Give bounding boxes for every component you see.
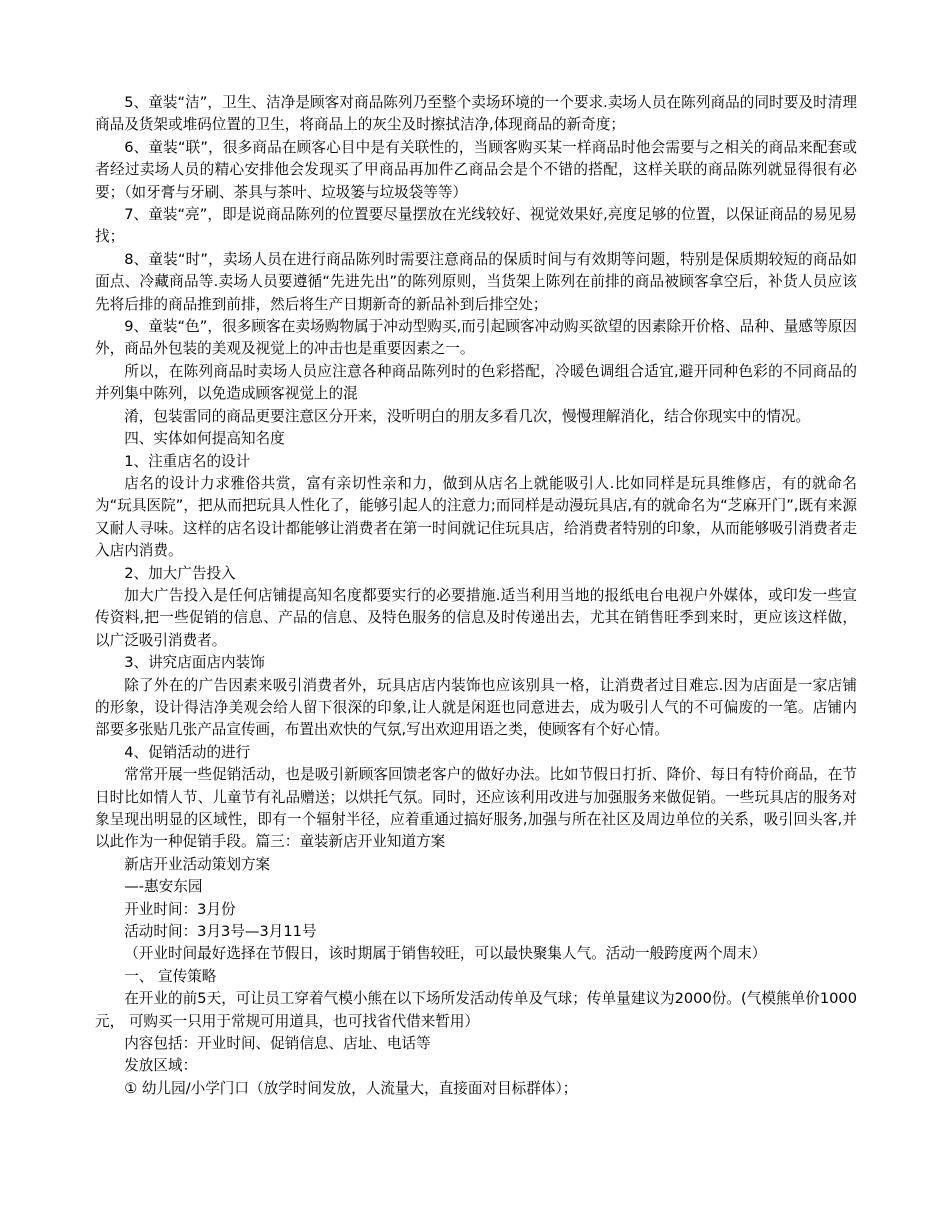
paragraph: 店名的设计力求雅俗共赏，富有亲切性亲和力，做到从店名上就能吸引人.比如同样是玩具维修店，有的就命名为“玩具医院”，把从而把玩具人性化了，能够引起人的注意力;而同样是动漫玩具店,有的就命名为“芝麻开门”,既有来源又耐人寻味。这样的店名设计都能够让消费者在第一时间就记住玩具店，给消费者特别的印象，从而能够吸引消费者走入店内消费。 bbox=[95, 474, 857, 560]
section-heading: 四、实体如何提高知名度 bbox=[124, 430, 285, 448]
paragraph: （开业时间最好选择在节假日，该时期属于销售较旺，可以最快聚集人气。活动一般跨度两个周末） bbox=[124, 945, 767, 963]
paragraph: 加大广告投入是任何店铺提高知名度都要实行的必要措施.适当利用当地的报纸电台电视户外媒体，或印发一些宣传资料,把一些促销的信息、产品的信息、及特色服务的信息及时传递出去，尤其在销售旺季到来时，更应该这样做，以广泛吸引消费者。 bbox=[95, 586, 857, 649]
paragraph: 7、童装“亮”，即是说商品陈列的位置要尽量摆放在光线较好、视觉效果好,亮度足够的位置，以保证商品的易见易找； bbox=[95, 206, 857, 246]
paragraph: 9、童装“色”，很多顾客在卖场购物属于冲动型购买,而引起顾客冲动购买欲望的因素除开价格、品种、量感等原因外，商品外包装的美观及视觉上的冲击也是重要因素之一。 bbox=[95, 318, 857, 358]
section-heading: 开业时间：3月份 bbox=[124, 900, 236, 918]
section-heading: 发放区域： bbox=[124, 1057, 198, 1075]
section-heading: 活动时间：3月3号—3月11号 bbox=[124, 923, 317, 941]
section-heading: 1、注重店名的设计 bbox=[124, 452, 251, 470]
section-heading: 内容包括：开业时间、促销信息、店址、电话等 bbox=[124, 1035, 431, 1053]
paragraph: 常常开展一些促销活动，也是吸引新顾客回馈老客户的做好办法。比如节假日打折、降价、每日有特价商品，在节日时比如情人节、儿童节有礼品赠送；以烘托气氛。同时，还应该利用改进与加强服务来做促销。一些玩具店的服务对象呈现出明显的区域性，即有一个辐射半径，应着重通过搞好服务,加强与所在社区及周边单位的关系，吸引回头客,并以此作为一种促销手段。篇三：童装新店开业知道方案 bbox=[95, 766, 857, 851]
document-body bbox=[95, 92, 857, 1100]
section-heading: 一、 宣传策略 bbox=[124, 967, 217, 985]
section-heading: 2、加大广告投入 bbox=[124, 564, 236, 582]
section-heading: —-惠安东园 bbox=[124, 878, 203, 896]
paragraph: 淆，包装雷同的商品更要注意区分开来，没听明白的朋友多看几次，慢慢理解消化，结合你现实中的情况。 bbox=[124, 407, 811, 425]
paragraph: 6、童装“联”，很多商品在顾客心目中是有关联性的，当顾客购买某一样商品时他会需要与之相关的商品来配套或者经过卖场人员的精心安排他会发现买了甲商品再加件乙商品会是个不错的搭配，这样关联的商品陈列就显得很有必要；（如牙膏与牙刷、茶具与茶叶、垃圾篓与垃圾袋等等） bbox=[95, 138, 857, 201]
paragraph: 所以，在陈列商品时卖场人员应注意各种商品陈列时的色彩搭配，冷暖色调组合适宜,避开同种色彩的不同商品的并列集中陈列，以免造成顾客视觉上的混 bbox=[95, 362, 857, 403]
paragraph: 在开业的前5天，可让员工穿着气模小熊在以下场所发活动传单及气球；传单量建议为2000份。(气模熊单价1000元， 可购买一只用于常规可用道具，也可找省代借来暂用） bbox=[95, 990, 857, 1030]
section-heading: ① 幼儿园/小学门口（放学时间发放，人流量大，直接面对目标群体）； bbox=[124, 1079, 578, 1097]
paragraph: 除了外在的广告因素来吸引消费者外，玩具店店内装饰也应该别具一格，让消费者过目难忘.因为店面是一家店铺的形象，设计得洁净美观会给人留下很深的印象,让人就是闲逛也同意进去，成为吸引人气的不可偏废的一笔。店铺内部要多张贴几张产品宣传画，布置出欢快的气氛,写出欢迎用语之类，使顾客有个好心情。 bbox=[95, 676, 857, 739]
section-heading: 新店开业活动策划方案 bbox=[124, 855, 271, 873]
paragraph: 8、童装“时”，卖场人员在进行商品陈列时需要注意商品的保质时间与有效期等问题，特别是保质期较短的商品如面点、冷藏商品等.卖场人员要遵循“先进先出”的陈列原则，当货架上陈列在前排的商品被顾客拿空后，补货人员应该先将后排的商品推到前排，然后将生产日期新奇的新品补到后排空处； bbox=[95, 250, 857, 313]
section-heading: 3、讲究店面店内装饰 bbox=[124, 654, 265, 672]
paragraph: 5、童装“洁”，卫生、洁净是顾客对商品陈列乃至整个卖场环境的一个要求.卖场人员在陈列商品的同时要及时清理商品及货架或堆码位置的卫生，将商品上的灰尘及时擦拭洁净,体现商品的新奇度； bbox=[95, 94, 857, 134]
section-heading: 4、促销活动的进行 bbox=[124, 743, 251, 761]
